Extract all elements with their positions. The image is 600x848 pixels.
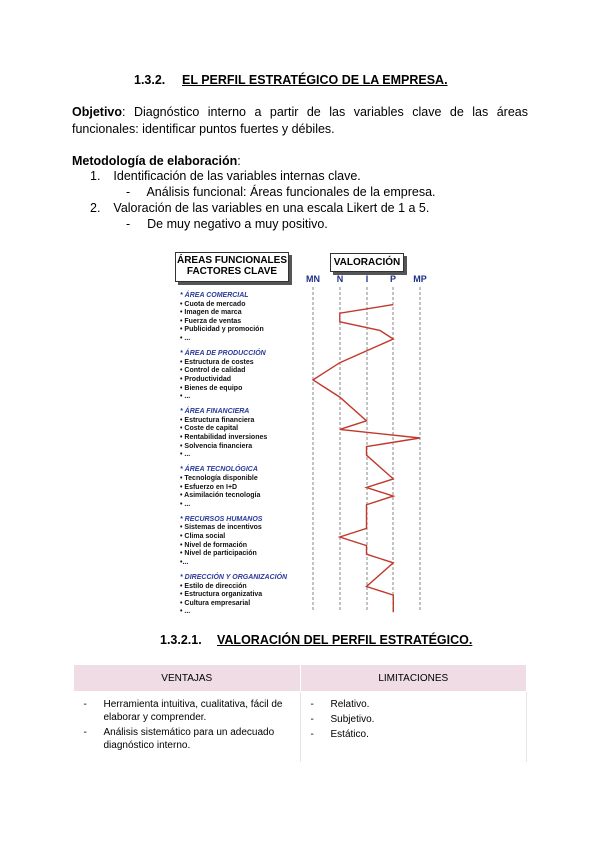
ventaja-text: Análisis sistemático para un adecuado diagnóstico interno. — [103, 727, 275, 751]
limitacion-item — [309, 698, 519, 711]
factor-item: • Clima social — [180, 533, 226, 540]
factor-item: • Cuota de mercado — [180, 300, 246, 308]
factor-item: • Asimilación tecnología — [180, 492, 261, 500]
header-ventajas: VENTAJAS — [74, 665, 301, 692]
area-title: * ÁREA COMERCIAL — [180, 292, 249, 299]
section-title: EL PERFIL ESTRATÉGICO DE LA EMPRESA. — [182, 73, 448, 87]
sub-item-dash: - — [126, 185, 131, 199]
factor-item: • Solvencia financiera — [180, 442, 253, 450]
factor-item: • Control de calidad — [180, 367, 246, 375]
scale-label-n: N — [336, 274, 344, 284]
limitacion-dash: - — [310, 714, 314, 725]
limitacion-text: Subjetivo. — [330, 714, 375, 725]
scale-label-mp: MP — [413, 274, 427, 284]
limitacion-item — [309, 728, 519, 741]
factor-item: •... — [180, 558, 189, 566]
factor-item: • Coste de capital — [180, 425, 239, 433]
list-item-text: Valoración de las variables en una escala Likert de 1 a 5. — [113, 201, 430, 215]
area-title: * ÁREA TECNOLÓGICA — [180, 466, 258, 474]
factor-item: • Nivel de participación — [180, 550, 257, 558]
ventajas-cell — [74, 692, 301, 763]
sub-item-dash: - — [126, 217, 131, 231]
factor-item: • Estilo de dirección — [180, 582, 247, 590]
factor-item: • Estructura financiera — [180, 416, 255, 424]
factor-item: • Cultura empresarial — [180, 599, 251, 607]
ventaja-item — [82, 726, 292, 752]
factor-item: • Tecnología disponible — [180, 474, 258, 482]
valoracion-table — [73, 664, 527, 762]
profile-line — [313, 305, 420, 613]
section-number: 1.3.2. — [134, 73, 166, 87]
subsection-number: 1.3.2.1. — [160, 633, 202, 647]
factor-item: • ... — [180, 335, 191, 342]
limitaciones-cell — [300, 692, 527, 763]
limitacion-dash: - — [310, 729, 314, 740]
factor-item: • ... — [180, 608, 191, 616]
metodologia-colon: : — [237, 154, 241, 168]
list-item-number: 2. — [90, 201, 101, 215]
scale-label-i: I — [365, 274, 369, 284]
metodologia-label: Metodología de elaboración — [72, 154, 238, 168]
limitacion-text: Relativo. — [330, 699, 370, 710]
scale-label-mn: MN — [306, 274, 320, 284]
limitacion-text: Estático. — [330, 729, 369, 740]
factor-item: • ... — [180, 451, 191, 459]
factor-item: • Productividad — [180, 375, 232, 383]
factor-item: • Imagen de marca — [180, 309, 242, 317]
box-left-line-1: ÁREAS FUNCIONALES — [176, 255, 287, 266]
list-item-number: 1. — [90, 169, 101, 183]
valoracion-box: VALORACIÓN — [330, 253, 404, 272]
ventaja-text: Herramienta intuitiva, cualitativa, fácil de elaborar y comprender. — [103, 699, 283, 723]
factor-item: • Esfuerzo en I+D — [180, 483, 238, 491]
factor-item: • Estructura de costes — [180, 358, 254, 366]
list-item-text: Identificación de las variables internas clave. — [113, 169, 361, 183]
objetivo-label: Objetivo — [72, 105, 123, 119]
factor-item: • Fuerza de ventas — [180, 317, 242, 325]
limitacion-item — [309, 713, 519, 726]
factor-item: • Rentabilidad inversiones — [180, 434, 268, 441]
area-title: * RECURSOS HUMANOS — [180, 515, 263, 523]
header-limitaciones: LIMITACIONES — [300, 665, 527, 692]
sub-item-text: De muy negativo a muy positivo. — [147, 217, 328, 231]
factor-item: • Bienes de equipo — [180, 384, 243, 392]
area-title: * ÁREA DE PRODUCCIÓN — [180, 350, 266, 358]
ventaja-dash: - — [83, 727, 87, 738]
objetivo-text: : Diagnóstico interno a partir de las variables clave de las áreas funcionales: identificar puntos fuertes y débiles. — [72, 105, 528, 136]
box-left-line-2: FACTORES CLAVE — [186, 266, 278, 277]
ventaja-dash: - — [83, 699, 87, 710]
area-title: * DIRECCIÓN Y ORGANIZACIÓN — [180, 573, 288, 581]
sub-item-text: Análisis funcional: Áreas funcionales de la empresa. — [146, 185, 436, 199]
factor-item: • Publicidad y promoción — [180, 326, 264, 334]
area-title: * ÁREA FINANCIERA — [180, 408, 250, 416]
factor-item: • Sistemas de incentivos — [180, 524, 262, 532]
scale-label-p: P — [389, 274, 396, 284]
factor-item: • ... — [180, 500, 191, 508]
subsection-title: VALORACIÓN DEL PERFIL ESTRATÉGICO. — [217, 633, 473, 647]
ventaja-item — [82, 698, 292, 724]
factor-item: • ... — [180, 393, 191, 401]
factor-item: • Estructura organizativa — [180, 591, 263, 599]
limitacion-dash: - — [310, 699, 314, 710]
factor-item: • Nivel de formación — [180, 541, 248, 549]
